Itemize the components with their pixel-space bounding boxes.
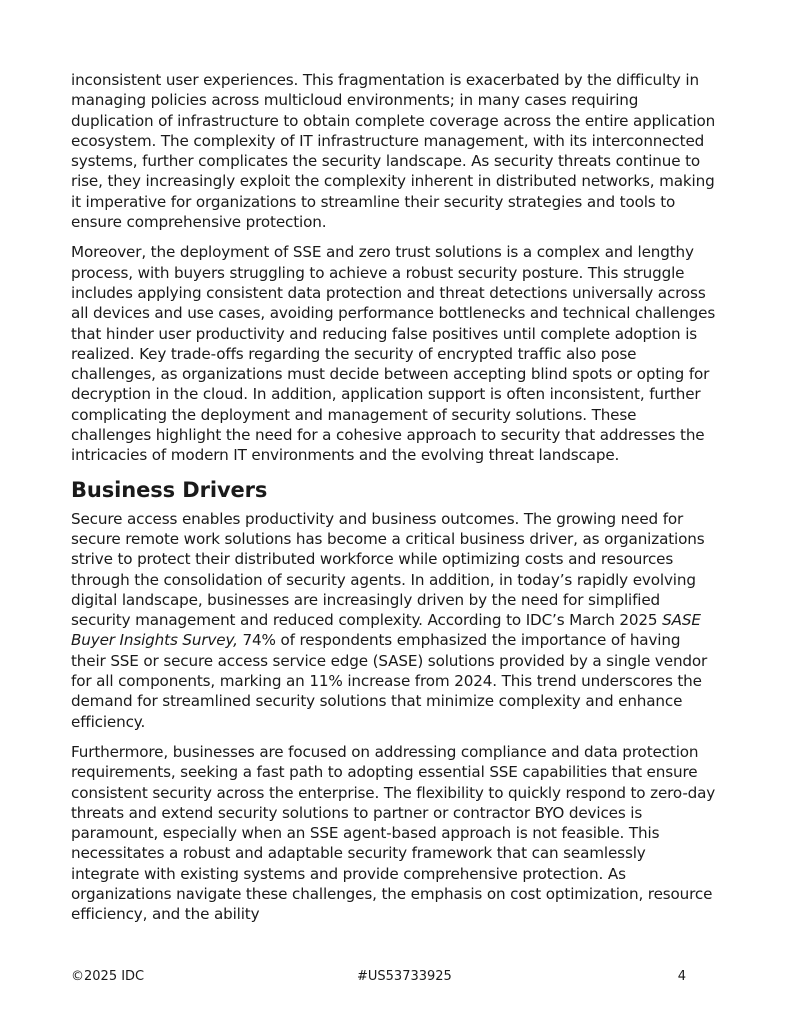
footer-document-id: #US53733925 — [357, 969, 452, 984]
body-paragraph: Moreover, the deployment of SSE and zero trust solutions is a complex and lengthy process, with buyers struggling to achieve a robust security posture. This struggle includes applying consistent data protection and threat detections universally across all devices and use cases, avoiding performance bottlenecks and technical challenges that hinder user productivity and reducing false positives until complete adoption is realized. Key trade-offs regarding the security of encrypted traffic also pose challenges, as organizations must decide between accepting blind spots or opting for decryption in the cloud. In addition, application support is often inconsistent, further complicating the deployment and management of security solutions. These challenges highlight the need for a cohesive approach to security that addresses the intricacies of modern IT environments and the evolving threat landscape. — [71, 243, 716, 465]
footer-page-number: 4 — [677, 969, 686, 984]
body-paragraph: inconsistent user experiences. This fragmentation is exacerbated by the difficulty in managing policies across multicloud environments; in many cases requiring duplication of infrastructure to obtain complete coverage across the entire application ecosystem. The complexity of IT infrastructure management, with its interconnected systems, further complicates the security landscape. As security threats continue to rise, they increasingly exploit the complexity inherent in distributed networks, making it imperative for organizations to streamline their security strategies and tools to ensure comprehensive protection. — [71, 71, 716, 232]
footer-copyright: ©2025 IDC — [71, 969, 145, 984]
document-page — [71, 70, 716, 935]
body-paragraph — [71, 509, 716, 732]
paragraph-text: Secure access enables productivity and business outcomes. The growing need for secure remote work solutions has become a critical business driver, as organizations strive to protect their distributed workforce while optimizing costs and resources through the consolidation of security agents. In addition, in today’s rapidly evolving digital landscape, businesses are increasingly driven by the need for simplified security management and reduced complexity. According to IDC’s March 2025 — [71, 509, 705, 630]
body-paragraph: Furthermore, businesses are focused on addressing compliance and data protection requirements, seeking a fast path to adopting essential SSE capabilities that ensure consistent security across the enterprise. The flexibility to quickly respond to zero-day threats and extend security solutions to partner or contractor BYO devices is paramount, especially when an SSE agent-based approach is not feasible. This necessitates a robust and adaptable security framework that can seamlessly integrate with existing systems and provide comprehensive protection. As organizations navigate these challenges, the emphasis on cost optimization, resource efficiency, and the ability — [71, 742, 716, 924]
paragraph-text: 74% of respondents emphasized the importance of having their SSE or secure access service edge (SASE) solutions provided by a single vendor for all components, marking an 11% increase from 2024. This trend underscores the demand for streamlined security solutions that minimize complexity and enhance efficiency. — [71, 631, 708, 731]
survey-title-italic: SASE Buyer Insights Survey, — [71, 611, 701, 650]
section-heading: Business Drivers — [71, 477, 268, 502]
